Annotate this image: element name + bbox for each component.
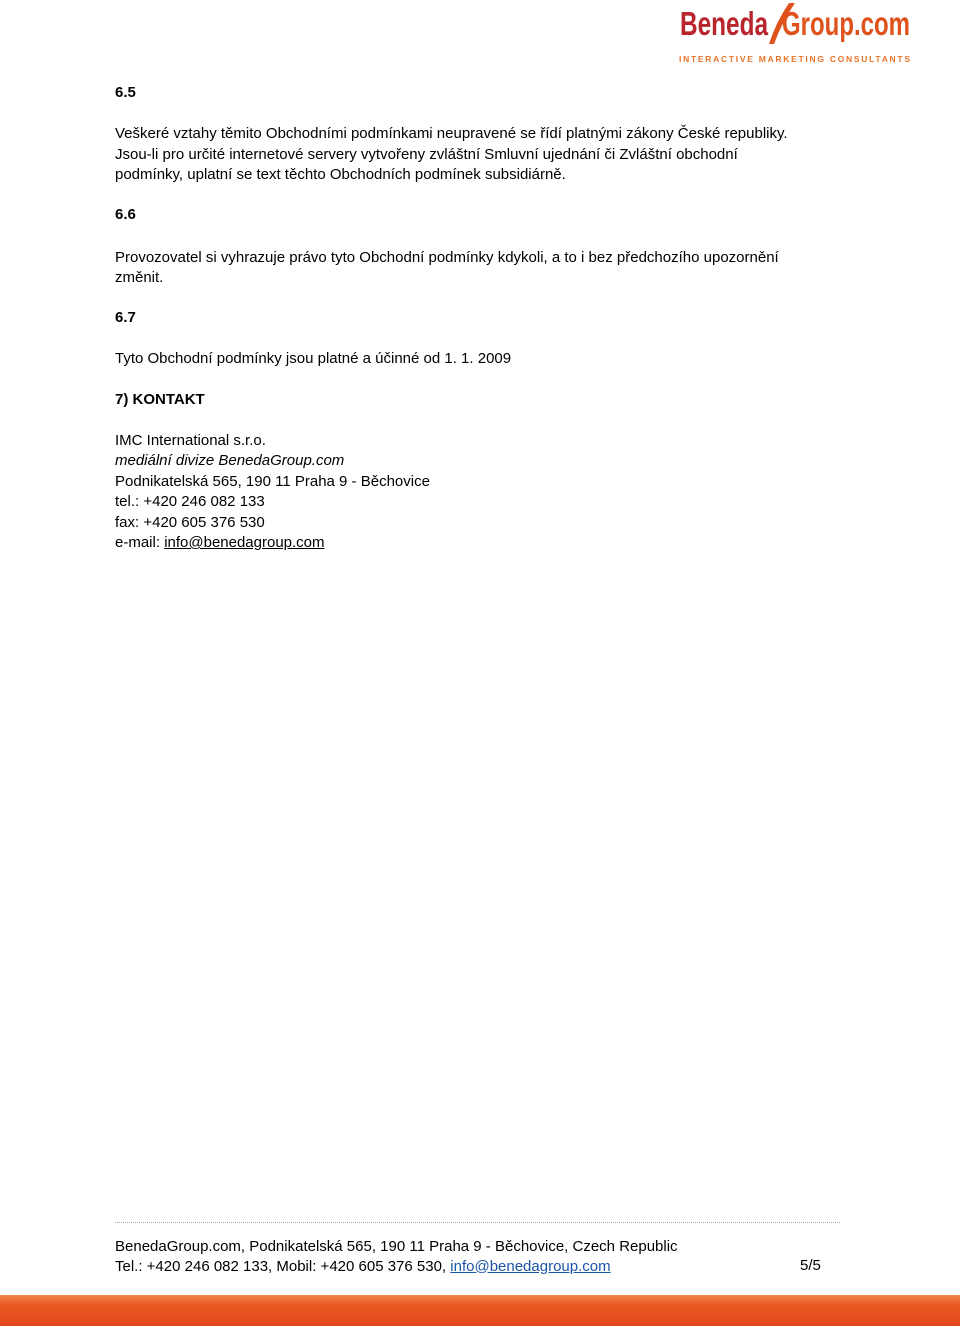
footer-address: BenedaGroup.com, Podnikatelská 565, 190 11 Praha 9 - Běchovice, Czech Republic: [115, 1238, 678, 1255]
footer-contact-row: [115, 1257, 678, 1277]
paragraph-line: Provozovatel si vyhrazuje právo tyto Obchodní podmínky kdykoli, a to i bez předchozího upozornění: [115, 249, 779, 266]
contact-email-link[interactable]: info@benedagroup.com: [164, 534, 325, 552]
contact-company: IMC International s.r.o.: [115, 432, 266, 449]
paragraph-line: Veškeré vztahy těmito Obchodními podmínkami neupravené se řídí platnými zákony České republiky.: [115, 125, 788, 142]
contact-email-label: e-mail:: [115, 534, 165, 552]
logo-wordmark-group: Group.com: [782, 5, 910, 42]
section-6-6-paragraph: [115, 248, 779, 287]
paragraph-line: Jsou-li pro určité internetové servery vytvořeny zvláštní Smluvní ujednání či Zvláštní obchodní: [115, 145, 738, 163]
logo-tagline: INTERACTIVE MARKETING CONSULTANTS: [679, 54, 910, 64]
contact-division: mediální divize BenedaGroup.com: [115, 452, 345, 470]
page-number: 5/5: [800, 1257, 821, 1274]
logo-wordmark-beneda: Beneda: [680, 5, 769, 42]
paragraph-line: Tyto Obchodní podmínky jsou platné a účinné od 1. 1. 2009: [115, 350, 512, 367]
footer-email-link[interactable]: info@benedagroup.com: [450, 1257, 611, 1275]
paragraph-line: změnit.: [115, 268, 164, 286]
contact-block: [115, 431, 430, 553]
contact-fax: fax: +420 605 376 530: [115, 513, 265, 531]
contact-email-row: [115, 533, 430, 553]
section-number-6-7: 6.7: [115, 309, 136, 326]
footer-divider: [115, 1222, 840, 1223]
footer: [115, 1237, 678, 1276]
footer-color-bar: [0, 1295, 960, 1326]
paragraph-line: podmínky, uplatní se text těchto Obchodních podmínek subsidiárně.: [115, 166, 566, 183]
contact-address: Podnikatelská 565, 190 11 Praha 9 - Běchovice: [115, 472, 430, 490]
section-6-5-paragraph: [115, 124, 788, 186]
section-number-6-5: 6.5: [115, 84, 136, 101]
section-6-7-paragraph: [115, 349, 511, 370]
contact-tel: tel.: +420 246 082 133: [115, 493, 265, 511]
footer-phones: Tel.: +420 246 082 133, Mobil: +420 605 376 530,: [115, 1257, 451, 1275]
section-number-6-6: 6.6: [115, 206, 136, 223]
contact-heading: 7) KONTAKT: [115, 391, 205, 408]
benedagroup-logo: [672, 0, 922, 70]
